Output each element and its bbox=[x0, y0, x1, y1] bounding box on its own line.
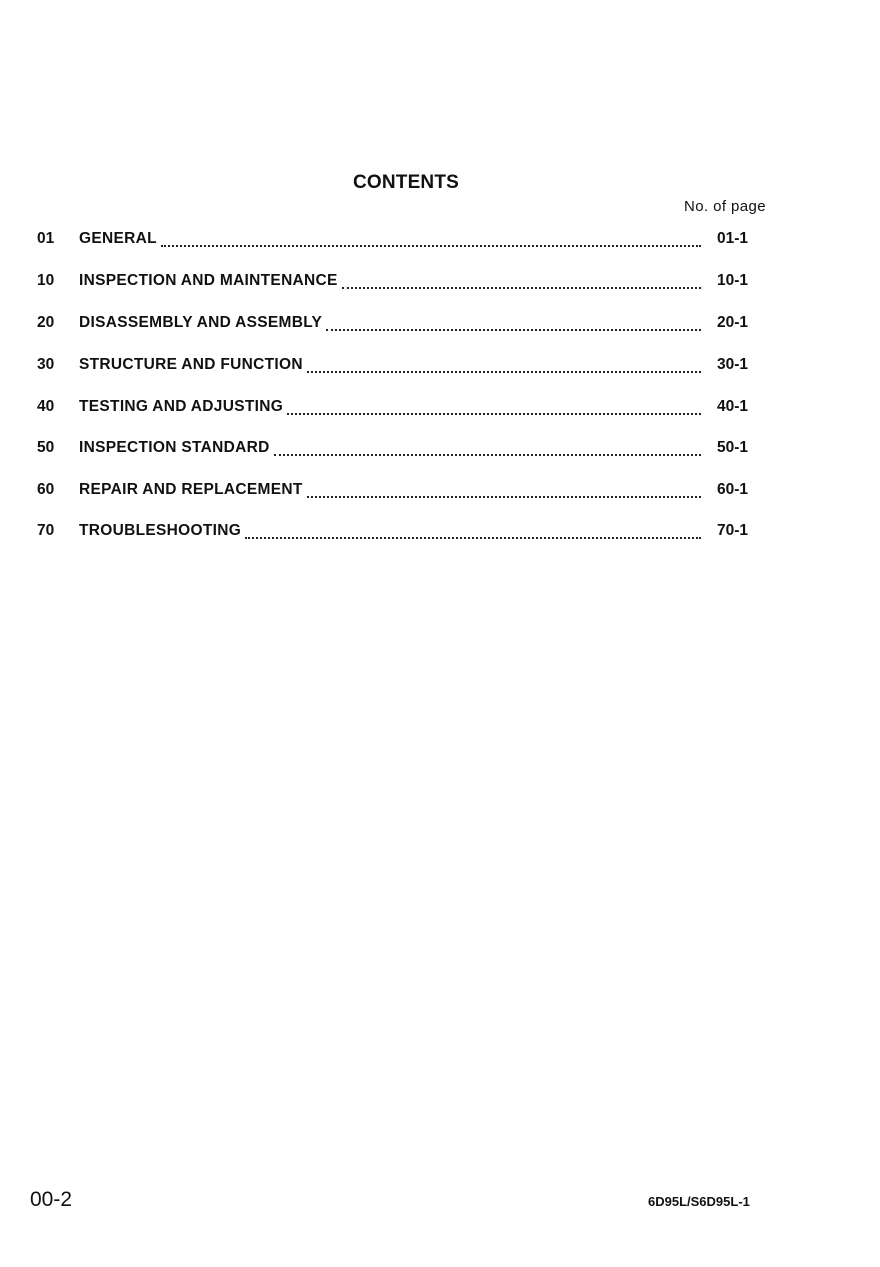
entry-number: 50 bbox=[37, 439, 55, 456]
toc-entry[interactable] bbox=[37, 272, 757, 294]
toc-entry[interactable] bbox=[37, 314, 757, 336]
entry-number: 30 bbox=[37, 356, 55, 373]
dot-leader bbox=[161, 245, 701, 247]
dot-leader bbox=[326, 329, 701, 331]
entry-number: 20 bbox=[37, 314, 55, 331]
entry-label: TESTING AND ADJUSTING bbox=[79, 398, 284, 415]
entry-page: 10-1 bbox=[717, 272, 749, 289]
entry-label: GENERAL bbox=[79, 230, 157, 247]
entry-page: 40-1 bbox=[717, 398, 749, 415]
entry-number: 70 bbox=[37, 522, 55, 539]
entry-page: 20-1 bbox=[717, 314, 749, 331]
dot-leader bbox=[307, 371, 701, 373]
entry-number: 60 bbox=[37, 481, 55, 498]
entry-page: 60-1 bbox=[717, 481, 749, 498]
entry-label: INSPECTION AND MAINTENANCE bbox=[79, 272, 338, 289]
footer-page-number: 00-2 bbox=[30, 1188, 73, 1211]
toc-entry[interactable] bbox=[37, 481, 757, 503]
column-header: No. of page bbox=[684, 198, 766, 215]
entry-label: TROUBLESHOOTING bbox=[79, 522, 242, 539]
entry-number: 40 bbox=[37, 398, 55, 415]
dot-leader bbox=[342, 287, 701, 289]
entry-page: 01-1 bbox=[717, 230, 749, 247]
entry-number: 01 bbox=[37, 230, 55, 247]
entry-page: 50-1 bbox=[717, 439, 749, 456]
dot-leader bbox=[274, 454, 701, 456]
entry-label: DISASSEMBLY AND ASSEMBLY bbox=[79, 314, 323, 331]
toc-entry[interactable] bbox=[37, 522, 757, 544]
entry-page: 70-1 bbox=[717, 522, 749, 539]
dot-leader bbox=[287, 413, 701, 415]
toc-entry[interactable] bbox=[37, 230, 757, 252]
entry-label: REPAIR AND REPLACEMENT bbox=[79, 481, 303, 498]
dot-leader bbox=[307, 496, 701, 498]
dot-leader bbox=[245, 537, 701, 539]
entry-page: 30-1 bbox=[717, 356, 749, 373]
page-title: CONTENTS bbox=[352, 172, 460, 193]
footer-model: 6D95L/S6D95L-1 bbox=[648, 1194, 750, 1209]
toc-entry[interactable] bbox=[37, 356, 757, 378]
entry-label: INSPECTION STANDARD bbox=[79, 439, 270, 456]
entry-label: STRUCTURE AND FUNCTION bbox=[79, 356, 303, 373]
toc-entry[interactable] bbox=[37, 398, 757, 420]
toc-entry[interactable] bbox=[37, 439, 757, 461]
entry-number: 10 bbox=[37, 272, 55, 289]
